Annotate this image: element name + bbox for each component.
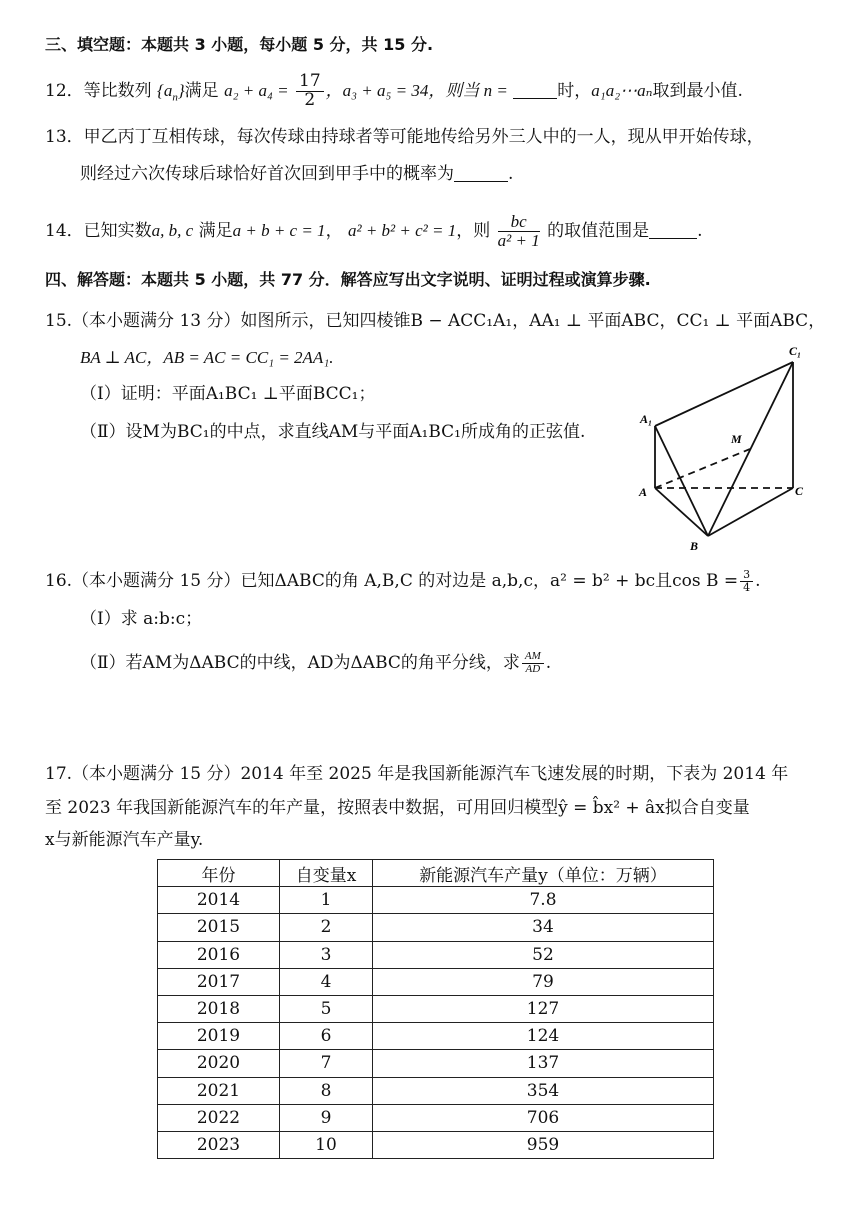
q14-number: 14． [45, 221, 84, 241]
q12-sequence: $\{a_n\}$ [157, 81, 185, 104]
cell-year: 2019 [158, 1023, 280, 1050]
q14-text-4: 的取值范围是 [547, 221, 650, 241]
table-row [158, 1131, 714, 1158]
q12-fraction-num: 17 [296, 73, 324, 92]
table-row [158, 941, 714, 968]
cell-y: 34 [373, 914, 714, 941]
header-y: 新能源汽车产量y（单位：万辆） [373, 860, 714, 887]
cell-y: 959 [373, 1131, 714, 1158]
q13-text-line-1: 甲乙丙丁互相传球，每次传球由持球者等可能地传给另外三人中的一人，现从甲开始传球， [83, 127, 764, 147]
q16-cos-den: 4 [743, 581, 751, 594]
cell-year: 2018 [158, 995, 280, 1022]
label-c1: C₁ [789, 344, 802, 358]
cell-x: 10 [280, 1131, 373, 1158]
q14-end: . [697, 221, 703, 241]
q15-line-1: 15.（本小题满分 13 分）如图所示，已知四棱锥B − ACC₁A₁，AA₁ ⊥ 平面ABC，CC₁ ⊥ 平面ABC， [45, 311, 826, 331]
q16-line-1: 16.（本小题满分 15 分）已知ΔABC的角 A,B,C 的对边是 a,b,c，a² = b² + bc且cos B = [45, 571, 739, 591]
question-13-line-2 [80, 162, 513, 186]
q14-text-2: 满足 [198, 221, 233, 241]
q16-part-2-end: . [545, 653, 552, 673]
cell-x: 9 [280, 1104, 373, 1131]
cell-year: 2020 [158, 1050, 280, 1077]
section-3-heading: 三、填空题：本题共 3 小题，每小题 5 分，共 15 分. [45, 35, 434, 54]
label-a1: A₁ [640, 412, 653, 426]
q14-fraction-num: bc [498, 213, 540, 232]
cell-year: 2022 [158, 1104, 280, 1131]
table-row [158, 887, 714, 914]
q12-condition-2: ，a₃ + a₅ = 34，则当 n = [325, 81, 508, 100]
cell-y: 137 [373, 1050, 714, 1077]
q13-end: . [508, 164, 514, 184]
q14-condition-2: a² + b² + c² = 1 [347, 221, 457, 240]
edge-c-b [708, 488, 793, 536]
q14-fraction [498, 213, 540, 250]
cell-year: 2015 [158, 914, 280, 941]
cell-y: 79 [373, 968, 714, 995]
q16-ratio-num: AM [522, 651, 544, 664]
cell-y: 127 [373, 995, 714, 1022]
label-a: A [639, 485, 648, 499]
q12-product: a₁a₂⋯aₙ [591, 81, 653, 100]
q16-cos-num: 3 [740, 569, 753, 582]
q16-part-2: （Ⅱ）若AM为ΔABC的中线，AD为ΔABC的角平分线，求 [80, 653, 520, 673]
header-x: 自变量x [280, 860, 373, 887]
q17-line-3: x与新能源汽车产量y. [45, 830, 204, 850]
cell-y: 706 [373, 1104, 714, 1131]
q14-fraction-den: a² + 1 [497, 231, 540, 250]
question-16-line-1 [45, 566, 761, 596]
cell-x: 1 [280, 887, 373, 914]
q12-text-4: 取到最小值. [652, 81, 743, 101]
q12-text-2: 满足 [184, 81, 219, 101]
table-row [158, 995, 714, 1022]
header-year: 年份 [158, 860, 280, 887]
cell-x: 7 [280, 1050, 373, 1077]
cell-y: 52 [373, 941, 714, 968]
q12-number: 12． [45, 81, 84, 101]
q12-fraction-den: 2 [304, 90, 316, 110]
q15-part-2: （Ⅱ）设M为BC₁的中点，求直线AM与平面A₁BC₁所成角的正弦值. [80, 422, 586, 442]
production-table [157, 859, 714, 1159]
cell-year: 2017 [158, 968, 280, 995]
q14-answer-blank[interactable] [649, 222, 697, 239]
edge-a1-c1 [655, 362, 793, 426]
cell-x: 2 [280, 914, 373, 941]
section-4-heading: 四、解答题：本题共 5 小题，共 77 分．解答应写出文字说明、证明过程或演算步骤. [45, 270, 651, 289]
edge-a-b [655, 488, 708, 536]
cell-year: 2023 [158, 1131, 280, 1158]
cell-y: 354 [373, 1077, 714, 1104]
q13-text-line-2: 则经过六次传球后球恰好首次回到甲手中的概率为 [80, 164, 454, 184]
table-row [158, 1077, 714, 1104]
cell-x: 3 [280, 941, 373, 968]
q17-line-2: 至 2023 年我国新能源汽车的年产量，按照表中数据，可用回归模型ŷ = b̂x² + âx拟合自变量 [45, 798, 750, 818]
table-row [158, 1050, 714, 1077]
table-row [158, 968, 714, 995]
q13-number: 13． [45, 127, 84, 147]
q12-text-1: 等比数列 [83, 81, 152, 101]
cell-y: 7.8 [373, 887, 714, 914]
q14-text-3: ，则 [456, 221, 491, 241]
q12-text-3: 时， [557, 81, 592, 101]
question-13-line-1 [45, 125, 764, 149]
table-body [158, 887, 714, 1159]
q15-line-2: BA ⊥ AC，AB = AC = CC₁ = 2AA₁. [80, 348, 334, 367]
edge-a1-b [655, 426, 708, 536]
q15-part-1: （Ⅰ）证明：平面A₁BC₁ ⊥平面BCC₁； [80, 384, 376, 404]
q12-condition-1-lhs: a₂ + a₄ = [224, 81, 289, 100]
cell-x: 5 [280, 995, 373, 1022]
cell-x: 6 [280, 1023, 373, 1050]
q13-answer-blank[interactable] [454, 165, 508, 182]
q14-text-1: 已知实数 [83, 221, 152, 241]
cell-year: 2014 [158, 887, 280, 914]
table-row [158, 1023, 714, 1050]
table-header-row [158, 860, 714, 887]
label-c: C [795, 484, 804, 498]
q12-fraction [296, 73, 324, 110]
q17-line-1: 17.（本小题满分 15 分）2014 年至 2025 年是我国新能源汽车飞速发展的时期，下表为 2014 年 [45, 764, 789, 784]
question-12 [45, 68, 743, 114]
cell-x: 8 [280, 1077, 373, 1104]
q16-end: . [755, 571, 761, 591]
edge-c1-b [708, 362, 793, 536]
q16-ratio-fraction [522, 651, 544, 675]
cell-year: 2016 [158, 941, 280, 968]
cell-y: 124 [373, 1023, 714, 1050]
pyramid-figure [630, 340, 820, 555]
cell-year: 2021 [158, 1077, 280, 1104]
q14-condition-1: a + b + c = 1 [232, 221, 326, 240]
q16-cos-fraction [740, 569, 753, 593]
cell-x: 4 [280, 968, 373, 995]
q16-part-1: （Ⅰ）求 a:b:c； [80, 609, 203, 629]
table-row [158, 914, 714, 941]
q12-answer-blank[interactable] [513, 82, 557, 99]
table-row [158, 1104, 714, 1131]
q14-vars: a, b, c [151, 221, 194, 240]
question-14: 14．已知实数a, b, c 满足a + b + c = 1， a² + b² + c² = 1，则 $\frac{bc}{\text{a² + 1}}$ 的取值范围是 . [45, 212, 703, 250]
question-16-part-2 [80, 648, 551, 678]
label-b: B [690, 539, 699, 553]
label-m: M [731, 432, 742, 446]
q16-ratio-den: AD [525, 663, 541, 675]
